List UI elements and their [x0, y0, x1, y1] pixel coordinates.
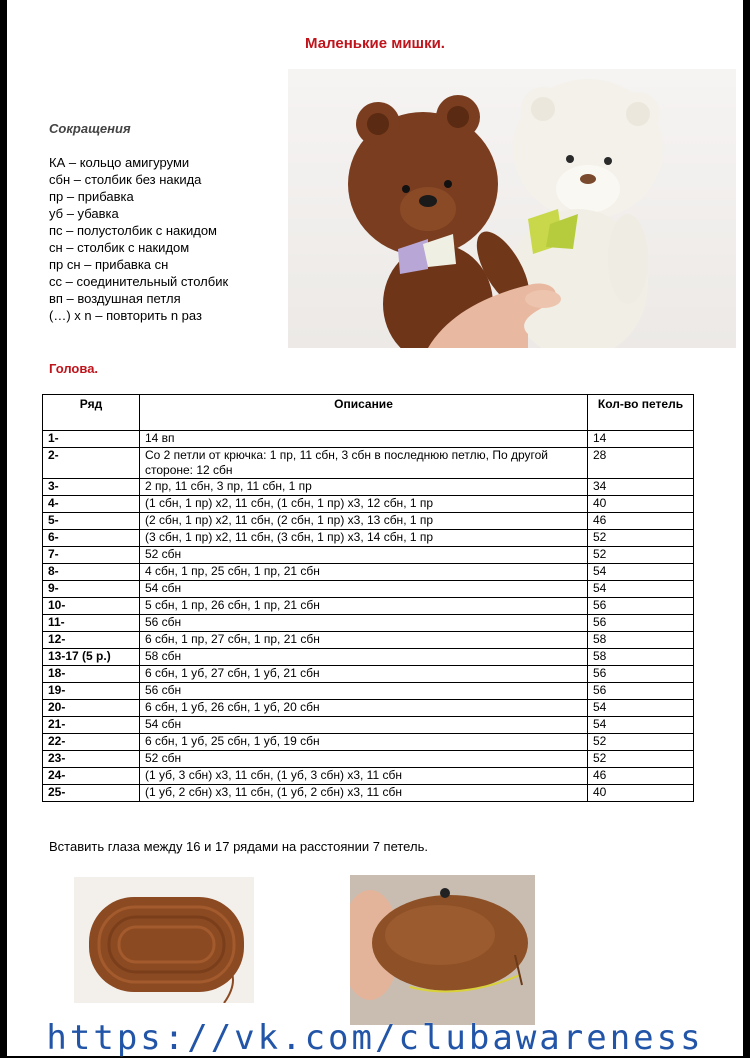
description-cell: 52 сбн — [140, 751, 588, 768]
description-cell: (1 сбн, 1 пр) x2, 11 сбн, (1 сбн, 1 пр) x3, 12 сбн, 1 пр — [140, 496, 588, 513]
row-number-cell: 18- — [43, 666, 140, 683]
pattern-table — [42, 394, 694, 802]
row-number-cell: 10- — [43, 598, 140, 615]
bears-illustration — [288, 69, 736, 348]
table-row — [43, 632, 694, 649]
description-cell: 58 сбн — [140, 649, 588, 666]
abbreviation-item: вп – воздушная петля — [49, 291, 181, 306]
description-cell: (2 сбн, 1 пр) x2, 11 сбн, (2 сбн, 1 пр) x3, 13 сбн, 1 пр — [140, 513, 588, 530]
stitch-count-cell: 56 — [588, 615, 694, 632]
stitch-count-cell: 46 — [588, 768, 694, 785]
row-number-cell: 8- — [43, 564, 140, 581]
table-row — [43, 564, 694, 581]
abbreviation-item: пр – прибавка — [49, 189, 134, 204]
description-cell: 4 сбн, 1 пр, 25 сбн, 1 пр, 21 сбн — [140, 564, 588, 581]
row-number-cell: 9- — [43, 581, 140, 598]
row-number-cell: 1- — [43, 431, 140, 448]
abbreviations-list — [49, 154, 228, 324]
row-number-cell: 13-17 (5 р.) — [43, 649, 140, 666]
description-cell: (1 уб, 2 сбн) x3, 11 сбн, (1 уб, 2 сбн) x3, 11 сбн — [140, 785, 588, 802]
row-number-cell: 3- — [43, 479, 140, 496]
table-row — [43, 666, 694, 683]
row-number-cell: 4- — [43, 496, 140, 513]
abbreviation-item: сбн – столбик без накида — [49, 172, 202, 187]
eyes-note: Вставить глаза между 16 и 17 рядами на расстоянии 7 петель. — [49, 839, 428, 854]
description-cell: 54 сбн — [140, 581, 588, 598]
stitch-count-cell: 40 — [588, 496, 694, 513]
description-cell: 5 сбн, 1 пр, 26 сбн, 1 пр, 21 сбн — [140, 598, 588, 615]
table-row — [43, 785, 694, 802]
description-cell: 6 сбн, 1 уб, 26 сбн, 1 уб, 20 сбн — [140, 700, 588, 717]
description-cell: Со 2 петли от крючка: 1 пр, 11 сбн, 3 сбн в последнюю петлю, По другой стороне: 12 сбн — [140, 448, 588, 479]
row-number-cell: 5- — [43, 513, 140, 530]
abbreviations-heading: Сокращения — [49, 121, 131, 136]
description-cell: 56 сбн — [140, 683, 588, 700]
abbreviation-item: уб – убавка — [49, 206, 119, 221]
description-cell: 52 сбн — [140, 547, 588, 564]
stitch-count-cell: 54 — [588, 581, 694, 598]
abbreviation-item: сс – соединительный столбик — [49, 274, 229, 289]
table-row — [43, 649, 694, 666]
stitch-count-cell: 40 — [588, 785, 694, 802]
description-cell: (1 уб, 3 сбн) x3, 11 сбн, (1 уб, 3 сбн) x3, 11 сбн — [140, 768, 588, 785]
stitch-count-cell: 52 — [588, 547, 694, 564]
table-row — [43, 547, 694, 564]
table-row — [43, 479, 694, 496]
stitch-count-cell: 56 — [588, 683, 694, 700]
table-row — [43, 513, 694, 530]
abbreviation-item: пр сн – прибавка сн — [49, 257, 169, 272]
description-cell: 56 сбн — [140, 615, 588, 632]
row-number-cell: 23- — [43, 751, 140, 768]
table-row — [43, 717, 694, 734]
row-number-cell: 7- — [43, 547, 140, 564]
bears-photo — [288, 69, 736, 348]
row-number-cell: 12- — [43, 632, 140, 649]
table-row — [43, 683, 694, 700]
table-row — [43, 768, 694, 785]
row-number-cell: 21- — [43, 717, 140, 734]
header-description: Описание — [140, 395, 588, 431]
stitch-count-cell: 54 — [588, 700, 694, 717]
document-page — [7, 0, 743, 1056]
row-number-cell: 19- — [43, 683, 140, 700]
table-row — [43, 700, 694, 717]
table-row — [43, 734, 694, 751]
stitch-count-cell: 14 — [588, 431, 694, 448]
stitch-count-cell: 34 — [588, 479, 694, 496]
table-row — [43, 431, 694, 448]
header-row-number: Ряд — [43, 395, 140, 431]
row-number-cell: 11- — [43, 615, 140, 632]
stitch-count-cell: 58 — [588, 649, 694, 666]
description-cell: 2 пр, 11 сбн, 3 пр, 11 сбн, 1 пр — [140, 479, 588, 496]
table-row — [43, 530, 694, 547]
abbreviation-item: пс – полустолбик с накидом — [49, 223, 217, 238]
stitch-count-cell: 56 — [588, 666, 694, 683]
stitch-count-cell: 46 — [588, 513, 694, 530]
description-cell: 6 сбн, 1 уб, 27 сбн, 1 уб, 21 сбн — [140, 666, 588, 683]
head-shape-photo — [350, 875, 535, 1025]
description-cell: 6 сбн, 1 уб, 25 сбн, 1 уб, 19 сбн — [140, 734, 588, 751]
abbreviation-item: сн – столбик с накидом — [49, 240, 190, 255]
oval-base-illustration — [74, 877, 254, 1003]
table-header-row — [43, 395, 694, 431]
row-number-cell: 24- — [43, 768, 140, 785]
description-cell: 54 сбн — [140, 717, 588, 734]
row-number-cell: 2- — [43, 448, 140, 479]
table-row — [43, 581, 694, 598]
section-heading: Голова. — [49, 361, 99, 376]
oval-base-photo — [74, 877, 254, 1003]
header-stitch-count: Кол-во петель — [588, 395, 694, 431]
stitch-count-cell: 54 — [588, 717, 694, 734]
stitch-count-cell: 52 — [588, 530, 694, 547]
stitch-count-cell: 52 — [588, 734, 694, 751]
table-row — [43, 496, 694, 513]
abbreviation-item: КА – кольцо амигуруми — [49, 155, 190, 170]
description-cell: (3 сбн, 1 пр) x2, 11 сбн, (3 сбн, 1 пр) x3, 14 сбн, 1 пр — [140, 530, 588, 547]
description-cell: 14 вп — [140, 431, 588, 448]
stitch-count-cell: 58 — [588, 632, 694, 649]
stitch-count-cell: 28 — [588, 448, 694, 479]
table-row — [43, 448, 694, 479]
row-number-cell: 20- — [43, 700, 140, 717]
row-number-cell: 25- — [43, 785, 140, 802]
row-number-cell: 6- — [43, 530, 140, 547]
stitch-count-cell: 52 — [588, 751, 694, 768]
abbreviation-item: (…) x n – повторить n раз — [49, 308, 202, 323]
head-shape-illustration — [350, 875, 535, 1025]
row-number-cell: 22- — [43, 734, 140, 751]
watermark-url: https://vk.com/clubawareness — [46, 1018, 704, 1058]
table-row — [43, 751, 694, 768]
stitch-count-cell: 54 — [588, 564, 694, 581]
description-cell: 6 сбн, 1 пр, 27 сбн, 1 пр, 21 сбн — [140, 632, 588, 649]
table-row — [43, 598, 694, 615]
table-row — [43, 615, 694, 632]
stitch-count-cell: 56 — [588, 598, 694, 615]
page-title: Маленькие мишки. — [305, 35, 445, 52]
